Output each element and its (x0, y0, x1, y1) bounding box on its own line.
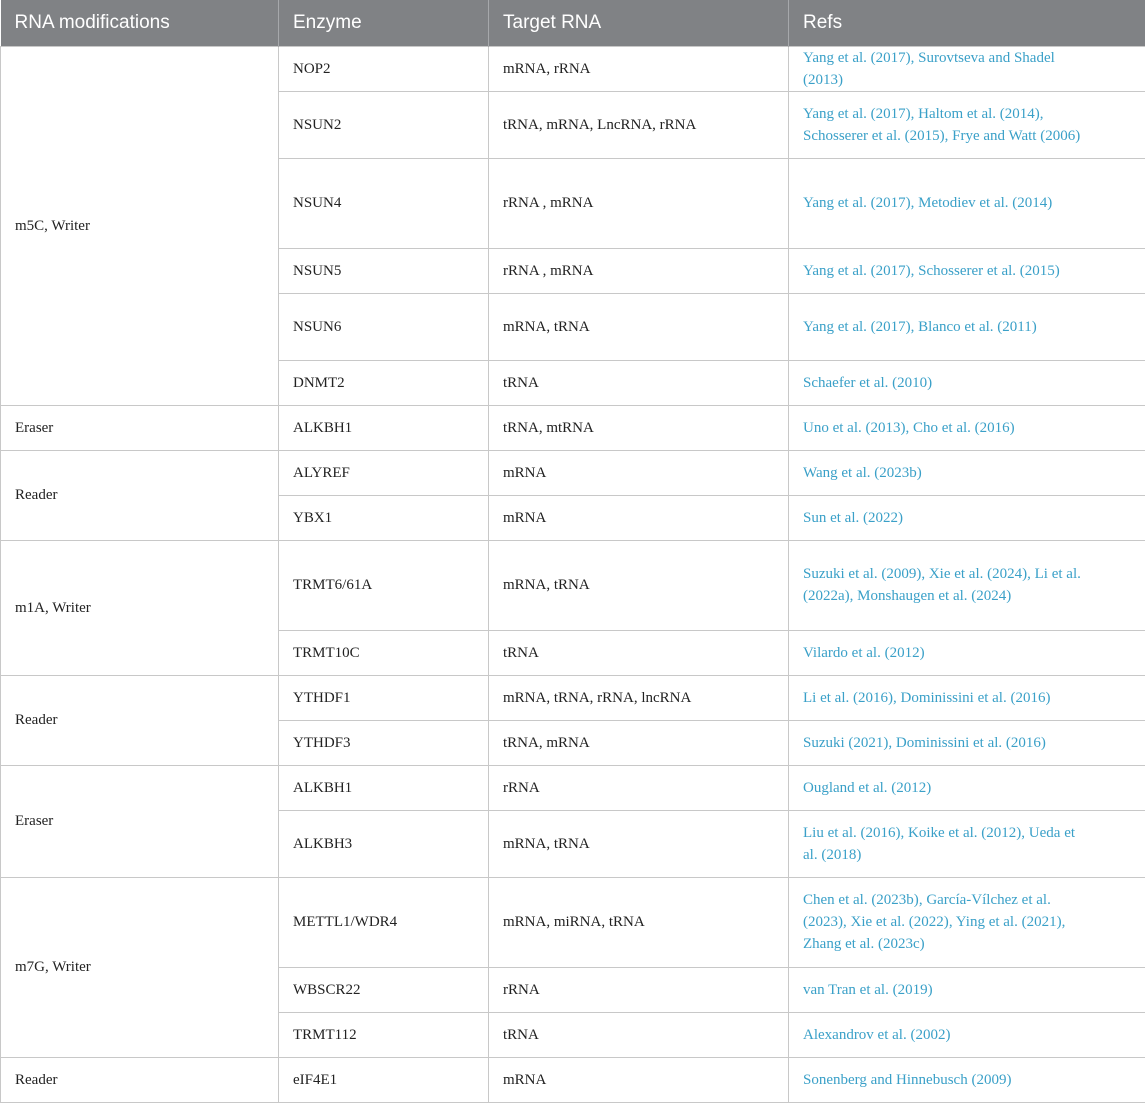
refs-cell: Yang et al. (2017), Schosserer et al. (2015) (789, 248, 1145, 293)
reference-link[interactable]: Li et al. (2016) (803, 689, 893, 706)
reference-link[interactable]: Blanco et al. (2011) (918, 318, 1037, 335)
header-target-rna: Target RNA (489, 0, 789, 46)
enzyme-cell: eIF4E1 (279, 1057, 489, 1102)
enzyme-cell: YBX1 (279, 495, 489, 540)
refs-cell (789, 630, 1145, 675)
table-row (1, 1057, 1145, 1102)
reference-link[interactable]: Zhang et al. (2023c) (803, 936, 925, 952)
refs-cell: Liu et al. (2016), Koike et al. (2012), Ueda et al. (2018) (789, 810, 1145, 877)
header-enzyme: Enzyme (279, 0, 489, 46)
reference-link[interactable]: Liu et al. (2016) (803, 824, 901, 841)
reference-link[interactable]: Uno et al. (2013) (803, 419, 906, 436)
refs-cell (789, 1057, 1145, 1102)
refs-cell (789, 450, 1145, 495)
target-rna-cell: rRNA (489, 765, 789, 810)
refs-cell (789, 765, 1145, 810)
reference-link[interactable]: van Tran et al. (2019) (803, 981, 933, 998)
enzyme-cell: NSUN6 (279, 293, 489, 360)
refs-cell: Li et al. (2016), Dominissini et al. (2016) (789, 675, 1145, 720)
enzyme-cell: ALKBH3 (279, 810, 489, 877)
modification-group-cell: m7G, Writer (1, 877, 279, 1057)
enzyme-cell: YTHDF1 (279, 675, 489, 720)
modification-group-cell: Reader (1, 675, 279, 765)
table-row (1, 877, 1145, 967)
reference-link[interactable]: Koike et al. (2012) (907, 824, 1022, 841)
reference-link[interactable]: Metodiev et al. (2014) (918, 195, 1053, 211)
reference-link[interactable]: Xie et al. (2024) (928, 566, 1028, 582)
modification-group-cell: Eraser (1, 765, 279, 877)
table-header (1, 0, 1145, 46)
refs-cell: Yang et al. (2017), Surovtseva and Shadel (2013) (789, 46, 1145, 91)
reference-link[interactable]: Yang et al. (2017) (803, 262, 911, 279)
reference-link[interactable]: Dominissini et al. (2016) (900, 689, 1051, 706)
table-body (1, 46, 1145, 1102)
reference-link[interactable]: Schosserer et al. (2015) (803, 127, 945, 144)
modification-group-cell: Eraser (1, 405, 279, 450)
refs-cell: Chen et al. (2023b), García-Vílchez et al. (2023), Xie et al. (2022), Ying et al. (2021), Zhang et al. (2023c) (789, 877, 1145, 967)
target-rna-cell: rRNA (489, 967, 789, 1012)
reference-link[interactable]: Alexandrov et al. (2002) (803, 1026, 951, 1043)
target-rna-cell: tRNA (489, 1012, 789, 1057)
reference-link[interactable]: Dominissini et al. (2016) (895, 734, 1046, 751)
enzyme-cell: WBSCR22 (279, 967, 489, 1012)
target-rna-cell: mRNA, tRNA (489, 293, 789, 360)
target-rna-cell: rRNA , mRNA (489, 158, 789, 248)
reference-link[interactable]: Sonenberg and Hinnebusch (2009) (803, 1071, 1012, 1088)
reference-link[interactable]: Cho et al. (2016) (912, 419, 1015, 436)
enzyme-cell: ALYREF (279, 450, 489, 495)
enzyme-cell: DNMT2 (279, 360, 489, 405)
reference-link[interactable]: Yang et al. (2017) (803, 49, 911, 66)
modification-group-cell: m1A, Writer (1, 540, 279, 675)
target-rna-cell: mRNA (489, 1057, 789, 1102)
reference-link[interactable]: Ueda et al. (2018) (803, 824, 1076, 863)
target-rna-cell: tRNA, mRNA (489, 720, 789, 765)
target-rna-cell: tRNA (489, 360, 789, 405)
enzyme-cell: NSUN5 (279, 248, 489, 293)
table-row (1, 675, 1145, 720)
target-rna-cell: mRNA, miRNA, tRNA (489, 877, 789, 967)
reference-link[interactable]: Schaefer et al. (2010) (803, 374, 933, 391)
refs-cell (789, 360, 1145, 405)
reference-link[interactable]: Haltom et al. (2014) (918, 105, 1040, 122)
table-row (1, 540, 1145, 630)
reference-link[interactable]: Schosserer et al. (2015) (918, 262, 1060, 279)
target-rna-cell: rRNA , mRNA (489, 248, 789, 293)
reference-link[interactable]: Wang et al. (2023b) (803, 464, 922, 481)
reference-link[interactable]: Li et al. (2022a) (803, 566, 1081, 604)
table-row (1, 405, 1145, 450)
enzyme-cell: TRMT10C (279, 630, 489, 675)
enzyme-cell: YTHDF3 (279, 720, 489, 765)
reference-link[interactable]: Xie et al. (2022) (850, 914, 949, 930)
reference-link[interactable]: Ying et al. (2021) (955, 914, 1062, 930)
refs-cell (789, 1012, 1145, 1057)
reference-link[interactable]: Monshaugen et al. (2024) (857, 588, 1012, 604)
reference-link[interactable]: Suzuki et al. (2009) (803, 566, 922, 582)
table-row (1, 765, 1145, 810)
reference-link[interactable]: Vilardo et al. (2012) (803, 644, 925, 661)
header-row (1, 0, 1145, 46)
header-rna-modifications: RNA modifications (1, 0, 279, 46)
enzyme-cell: NSUN2 (279, 91, 489, 158)
target-rna-cell: mRNA, tRNA (489, 540, 789, 630)
refs-cell: Yang et al. (2017), Blanco et al. (2011) (789, 293, 1145, 360)
header-refs: Refs (789, 0, 1145, 46)
reference-link[interactable]: Chen et al. (2023b) (803, 892, 919, 908)
enzyme-cell: TRMT6/61A (279, 540, 489, 630)
reference-link[interactable]: Suzuki (2021) (803, 734, 889, 751)
table-row (1, 46, 1145, 91)
refs-cell: Uno et al. (2013), Cho et al. (2016) (789, 405, 1145, 450)
reference-link[interactable]: García-Vílchez et al. (2023) (803, 892, 1051, 930)
refs-cell: Suzuki et al. (2009), Xie et al. (2024), Li et al. (2022a), Monshaugen et al. (2024) (789, 540, 1145, 630)
target-rna-cell: mRNA (489, 450, 789, 495)
refs-cell: Yang et al. (2017), Haltom et al. (2014), Schosserer et al. (2015), Frye and Watt (2006) (789, 91, 1145, 158)
target-rna-cell: tRNA, mRNA, LncRNA, rRNA (489, 91, 789, 158)
refs-cell: Suzuki (2021), Dominissini et al. (2016) (789, 720, 1145, 765)
enzyme-cell: METTL1/WDR4 (279, 877, 489, 967)
reference-link[interactable]: Surovtseva and Shadel (2013) (803, 49, 1055, 88)
target-rna-cell: mRNA, rRNA (489, 46, 789, 91)
target-rna-cell: tRNA, mtRNA (489, 405, 789, 450)
refs-cell: Yang et al. (2017), Metodiev et al. (2014) (789, 158, 1145, 248)
refs-cell (789, 495, 1145, 540)
target-rna-cell: mRNA, tRNA (489, 810, 789, 877)
enzyme-cell: NSUN4 (279, 158, 489, 248)
reference-link[interactable]: Ougland et al. (2012) (803, 779, 932, 796)
target-rna-cell: mRNA, tRNA, rRNA, lncRNA (489, 675, 789, 720)
modification-group-cell: Reader (1, 450, 279, 540)
enzyme-cell: NOP2 (279, 46, 489, 91)
target-rna-cell: tRNA (489, 630, 789, 675)
reference-link[interactable]: Yang et al. (2017) (803, 195, 911, 211)
reference-link[interactable]: Frye and Watt (2006) (952, 127, 1081, 144)
target-rna-cell: mRNA (489, 495, 789, 540)
enzyme-cell: ALKBH1 (279, 765, 489, 810)
enzyme-cell: TRMT112 (279, 1012, 489, 1057)
modification-group-cell: Reader (1, 1057, 279, 1102)
reference-link[interactable]: Yang et al. (2017) (803, 105, 911, 122)
enzyme-cell: ALKBH1 (279, 405, 489, 450)
modification-group-cell: m5C, Writer (1, 46, 279, 405)
refs-cell (789, 967, 1145, 1012)
reference-link[interactable]: Yang et al. (2017) (803, 318, 911, 335)
table-row (1, 450, 1145, 495)
reference-link[interactable]: Sun et al. (2022) (803, 509, 903, 526)
